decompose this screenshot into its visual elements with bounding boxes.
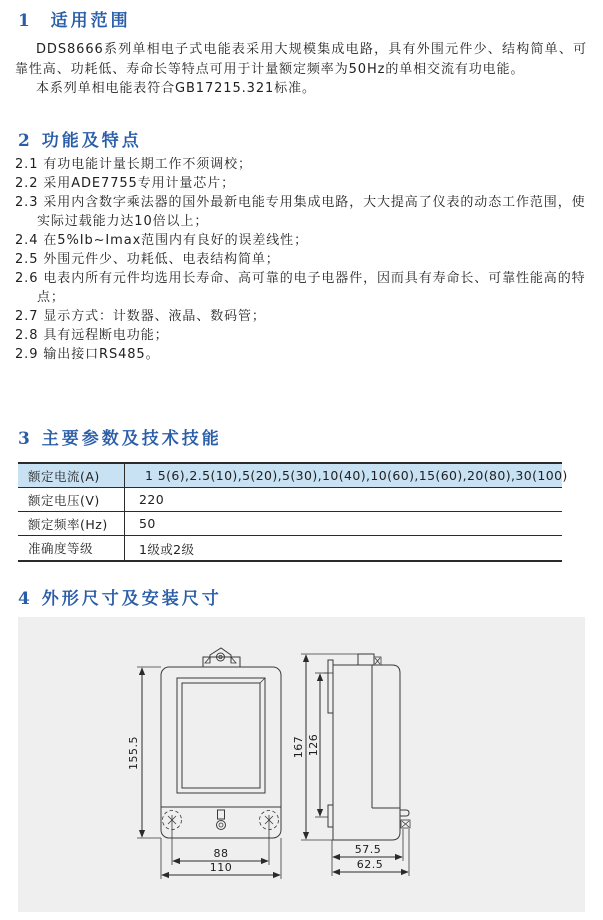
section1-heading: 1 适用范围 bbox=[18, 11, 131, 31]
side-inner-height-dim-label: 126 bbox=[307, 733, 320, 757]
feature-item: 2.4 在5%Ib~Imax范围内有良好的误差线性； bbox=[15, 233, 308, 248]
seal-tab bbox=[218, 810, 225, 819]
rail-tab-top bbox=[328, 660, 333, 713]
spec-label: 额定频率(Hz) bbox=[18, 512, 125, 535]
spec-row-rated-current bbox=[18, 464, 568, 488]
spec-label: 额定电流(A) bbox=[18, 464, 125, 487]
meter-front-view bbox=[127, 648, 281, 879]
seal-screw-center bbox=[219, 823, 223, 827]
front-width-dim-label: 110 bbox=[209, 861, 233, 874]
feature-list bbox=[15, 155, 587, 364]
spec-table bbox=[18, 462, 568, 562]
side-top-screw-mark bbox=[375, 658, 380, 664]
spec-value: 1 5(6),2.5(10),5(20),5(30),10(40),10(60),15(60),20(80),30(100) bbox=[145, 468, 568, 483]
spec-value: 1级或2级 bbox=[139, 542, 195, 557]
section1-paragraph-1: DDS8666系列单相电子式电能表采用大规模集成电路，具有外围元件少、结构简单、可靠性高、功耗低、寿命长等特点可用于计量额定频率为50Hz的单相交流有功电能。 bbox=[15, 42, 587, 77]
side-total-depth-dim-label: 62.5 bbox=[356, 858, 384, 871]
meter-side-view bbox=[292, 654, 410, 876]
display-window-outer bbox=[177, 678, 265, 793]
section1-paragraph-2: 本系列单相电能表符合GB17215.321标准。 bbox=[36, 81, 316, 96]
spec-label: 额定电压(V) bbox=[18, 488, 125, 511]
feature-item: 2.7 显示方式：计数器、液晶、数码管； bbox=[15, 309, 266, 324]
side-height-dim-label: 167 bbox=[292, 735, 305, 759]
feature-item: 2.5 外围元件少、功耗低、电表结构简单； bbox=[15, 252, 280, 267]
front-height-dim-label: 155.5 bbox=[127, 736, 140, 770]
hanger-wings bbox=[205, 657, 236, 663]
section-parameters bbox=[0, 424, 603, 562]
feature-item: 2.8 具有远程断电功能； bbox=[15, 328, 169, 343]
side-bottom-screw-mark bbox=[402, 821, 409, 827]
spec-value: 50 bbox=[139, 516, 156, 531]
front-hole-spacing-dim-label: 88 bbox=[213, 847, 229, 860]
spec-row-rated-frequency bbox=[18, 512, 562, 536]
feature-item: 2.2 采用ADE7755专用计量芯片； bbox=[15, 176, 236, 191]
spec-value: 220 bbox=[139, 492, 165, 507]
side-top-bracket bbox=[358, 654, 374, 665]
section3-heading: 3 主要参数及技术技能 bbox=[18, 429, 222, 449]
feature-item: 2.1 有功电能计量长期工作不须调校； bbox=[15, 157, 252, 172]
section-features bbox=[0, 126, 603, 364]
mount-screw-left bbox=[168, 815, 176, 825]
section2-heading: 2 功能及特点 bbox=[18, 131, 142, 151]
section4-heading: 4 外形尺寸及安装尺寸 bbox=[18, 589, 222, 609]
side-hook bbox=[400, 810, 409, 816]
section-scope bbox=[0, 6, 603, 99]
section-dimensions bbox=[0, 584, 603, 609]
seal-screw bbox=[217, 821, 226, 830]
window-corner-tick bbox=[260, 678, 265, 683]
dimension-drawing bbox=[18, 617, 585, 912]
feature-item: 2.6 电表内所有元件均选用长寿命、高可靠的电子电器件，因而具有寿命长、可靠性能高的特点； bbox=[15, 271, 586, 305]
dimension-drawing-panel bbox=[18, 617, 585, 912]
spec-label: 准确度等级 bbox=[18, 536, 125, 560]
feature-item: 2.9 输出接口RS485。 bbox=[15, 347, 160, 362]
spec-row-accuracy-class bbox=[18, 536, 562, 560]
spec-row-rated-voltage bbox=[18, 488, 562, 512]
side-body-outline bbox=[333, 665, 400, 840]
display-window-inner bbox=[182, 683, 260, 788]
rail-tab-bottom bbox=[328, 805, 333, 827]
section1-body bbox=[0, 40, 603, 99]
mount-screw-right bbox=[265, 815, 273, 825]
feature-item: 2.3 采用内含数字乘法器的国外最新电能专用集成电路，大大提高了仪表的动态工作范围，使实际过载能力达10倍以上； bbox=[15, 195, 586, 229]
side-depth-dim-label: 57.5 bbox=[354, 843, 382, 856]
